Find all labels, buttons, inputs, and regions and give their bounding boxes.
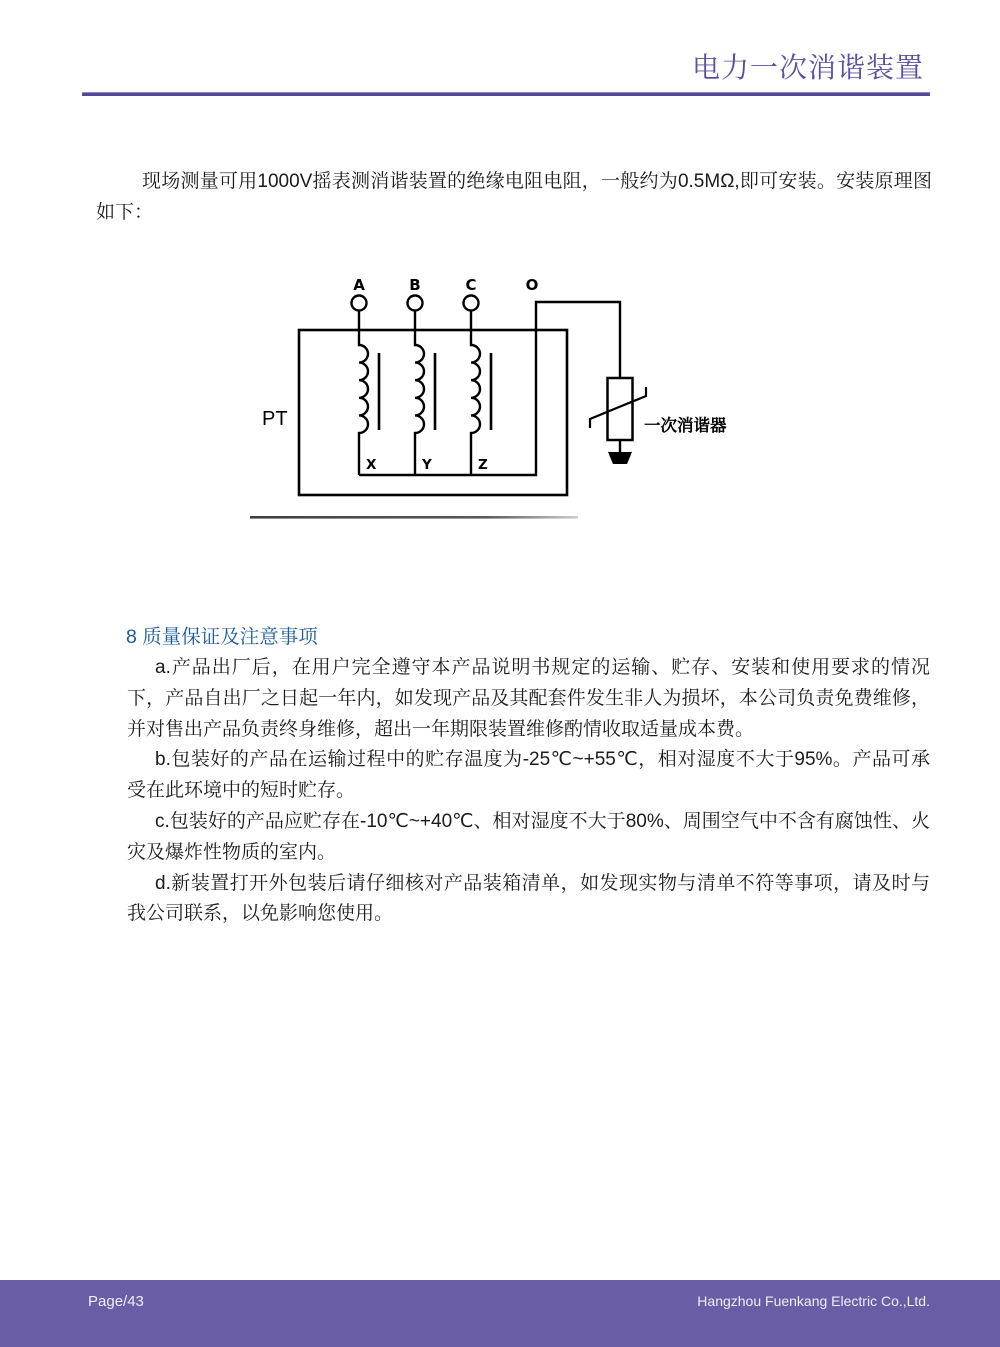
terminal-o-label: O	[525, 276, 539, 294]
diagram-shadow	[250, 516, 578, 519]
footer-bar	[0, 1280, 1000, 1347]
installation-diagram-svg	[240, 268, 740, 528]
arrester-body	[608, 378, 633, 440]
section-body	[127, 653, 930, 930]
paragraph-d: d.新装置打开外包装后请仔细核对产品装箱清单，如发现实物与清单不符等事项，请及时与我公司联系，以免影响您使用。	[127, 872, 930, 925]
footer-page-number: Page/43	[88, 1293, 144, 1310]
header-rule	[82, 92, 930, 96]
neutral-wire	[359, 302, 620, 475]
footer-company: Hangzhou Fuenkang Electric Co.,Ltd.	[697, 1293, 930, 1309]
winding-c-coil	[471, 311, 480, 476]
terminal-c-label: C	[465, 276, 477, 294]
secondary-label-y: Y	[422, 457, 432, 473]
arrester-label: 一次消谐器	[644, 416, 727, 435]
secondary-label-x: X	[366, 457, 377, 473]
section-heading: 8 质量保证及注意事项	[126, 626, 318, 648]
winding-a-coil	[359, 311, 368, 476]
terminal-b-label: B	[409, 276, 421, 294]
secondary-label-z: Z	[478, 457, 488, 473]
terminal-c-circle	[464, 296, 479, 311]
intro-paragraph: 现场测量可用1000V摇表测消谐装置的绝缘电阻电阻，一般约为0.5MΩ,即可安装。安装原理图如下：	[96, 171, 932, 223]
winding-b-coil	[415, 311, 424, 476]
terminal-a-circle	[352, 296, 367, 311]
paragraph-a: a.产品出厂后，在用户完全遵守本产品说明书规定的运输、贮存、安装和使用要求的情况下，产品自出厂之日起一年内，如发现产品及其配套件发生非人为损坏，本公司负责免费维修，并对售出产品负责终身维修，超出一年期限装置维修酌情收取适量成本费。	[127, 657, 930, 740]
pt-label: PT	[262, 408, 288, 430]
installation-diagram	[240, 268, 740, 528]
page-title: 电力一次消谐装置	[691, 52, 924, 83]
paragraph-c: c.包装好的产品应贮存在-10℃~+40℃、相对湿度不大于80%、周围空气中不含有腐蚀性、火灾及爆炸性物质的室内。	[127, 810, 930, 863]
pt-box	[299, 330, 567, 495]
terminal-a-label: A	[353, 276, 365, 294]
ground-symbol	[608, 452, 632, 464]
terminal-b-circle	[408, 296, 423, 311]
paragraph-b: b.包装好的产品在运输过程中的贮存温度为-25℃~+55℃，相对湿度不大于95%。产品可承受在此环境中的短时贮存。	[127, 749, 930, 802]
